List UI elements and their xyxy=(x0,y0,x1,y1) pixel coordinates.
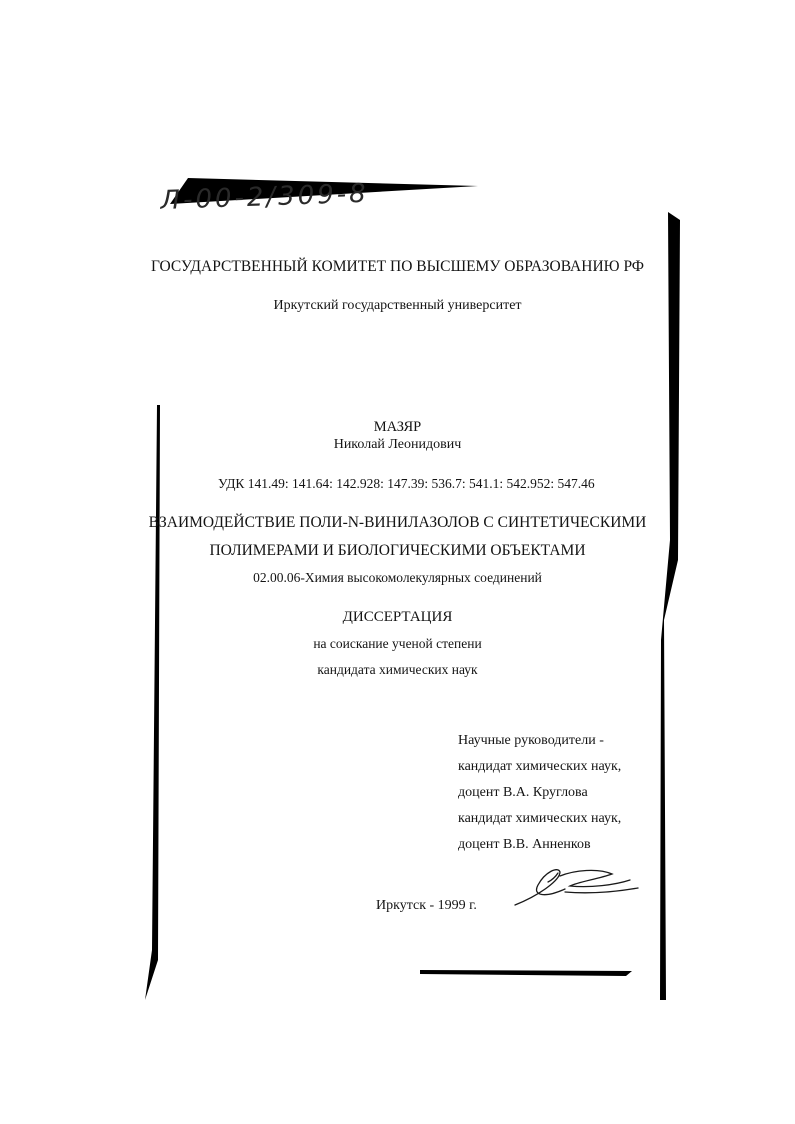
speciality-code: 02.00.06-Химия высокомолекулярных соединений xyxy=(253,570,542,585)
city-year: Иркутск - 1999 г. xyxy=(376,898,477,913)
author-surname: МАЗЯР xyxy=(373,419,422,435)
thesis-title-line-2: ПОЛИМЕРАМИ И БИОЛОГИЧЕСКИМИ ОБЪЕКТАМИ xyxy=(209,542,586,559)
author-name: Николай Леонидович xyxy=(333,437,462,452)
advisor-1-name: доцент В.А. Круглова xyxy=(458,785,588,800)
advisor-2-name: доцент В.В. Анненков xyxy=(458,837,591,852)
dissertation-label: ДИССЕРТАЦИЯ xyxy=(342,609,453,625)
advisors-heading: Научные руководители - xyxy=(458,733,604,748)
thesis-title-line-1: ВЗАИМОДЕЙСТВИЕ ПОЛИ-N-ВИНИЛАЗОЛОВ С СИНТЕТИЧЕСКИМИ xyxy=(148,514,647,531)
committee-heading: ГОСУДАРСТВЕННЫЙ КОМИТЕТ ПО ВЫСШЕМУ ОБРАЗОВАНИЮ РФ xyxy=(150,258,645,275)
advisor-1-degree: кандидат химических наук, xyxy=(458,759,622,774)
degree-line-2: кандидата химических наук xyxy=(317,662,478,677)
handwritten-number: Л-00-2/309-8 xyxy=(160,178,370,216)
university-name: Иркутский государственный университет xyxy=(273,298,522,313)
udk-code: УДК 141.49: 141.64: 142.928: 147.39: 536.7: 541.1: 542.952: 547.46 xyxy=(218,476,595,491)
degree-line-1: на соискание ученой степени xyxy=(313,636,482,651)
advisor-2-degree: кандидат химических наук, xyxy=(458,811,622,826)
